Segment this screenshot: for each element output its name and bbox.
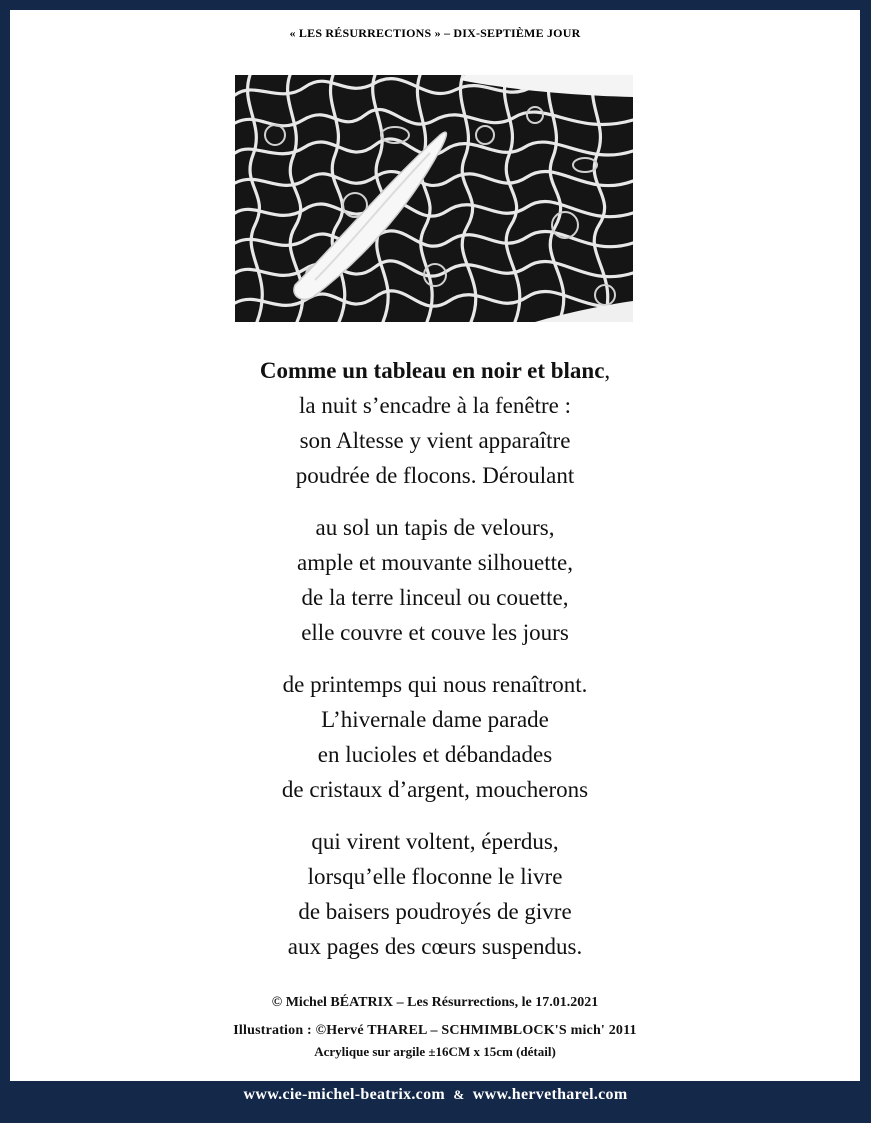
- poem-line: de printemps qui nous renaîtront.: [282, 672, 588, 697]
- artwork-image: [235, 75, 633, 322]
- medium-credit: Acrylique sur argile ±16CM x 15cm (détail): [314, 1044, 556, 1059]
- copyright-line: © Michel BÉATRIX – Les Résurrections, le 17.01.2021: [271, 995, 599, 1010]
- stanza-4: [10, 824, 860, 964]
- poem-line: aux pages des cœurs suspendus.: [287, 934, 583, 959]
- poem-line: de baisers poudroyés de givre: [298, 899, 572, 924]
- stanza-3: [10, 667, 860, 807]
- poem-line: elle couvre et couve les jours: [301, 620, 569, 645]
- poem-line: L’hivernale dame parade: [321, 707, 549, 732]
- credits: [10, 993, 860, 1061]
- poem-line: en lucioles et débandades: [317, 742, 553, 767]
- poem-line: au sol un tapis de velours,: [315, 515, 555, 540]
- website-link-michel-beatrix[interactable]: www.cie-michel-beatrix.com: [243, 1086, 446, 1103]
- artwork-svg: [235, 75, 633, 322]
- poem-line: lorsqu’elle floconne le livre: [307, 864, 563, 889]
- poem-line: de la terre linceul ou couette,: [301, 585, 569, 610]
- poem-line: de cristaux d’argent, moucherons: [281, 777, 589, 802]
- poem: [10, 353, 860, 981]
- poem-line: la nuit s’encadre à la fenêtre :: [298, 393, 571, 418]
- page-header: « LES RÉSURRECTIONS » – DIX-SEPTIÈME JOUR: [289, 26, 581, 40]
- poem-line: Comme un tableau en noir et blanc,: [259, 358, 611, 383]
- poem-line: poudrée de flocons. Déroulant: [295, 463, 575, 488]
- illustration-credit: Illustration : ©Hervé THAREL – SCHMIMBLOCK'S mich' 2011: [233, 1023, 637, 1038]
- poem-line: qui virent voltent, éperdus,: [311, 829, 559, 854]
- poem-line: son Altesse y vient apparaître: [299, 428, 571, 453]
- footer: [0, 1086, 871, 1104]
- poem-line: ample et mouvante silhouette,: [297, 550, 573, 575]
- stanza-2: [10, 510, 860, 650]
- document-page: [10, 10, 860, 1081]
- website-link-herve-tharel[interactable]: www.hervetharel.com: [472, 1086, 628, 1103]
- stanza-1: [10, 353, 860, 493]
- footer-separator: &: [453, 1087, 465, 1102]
